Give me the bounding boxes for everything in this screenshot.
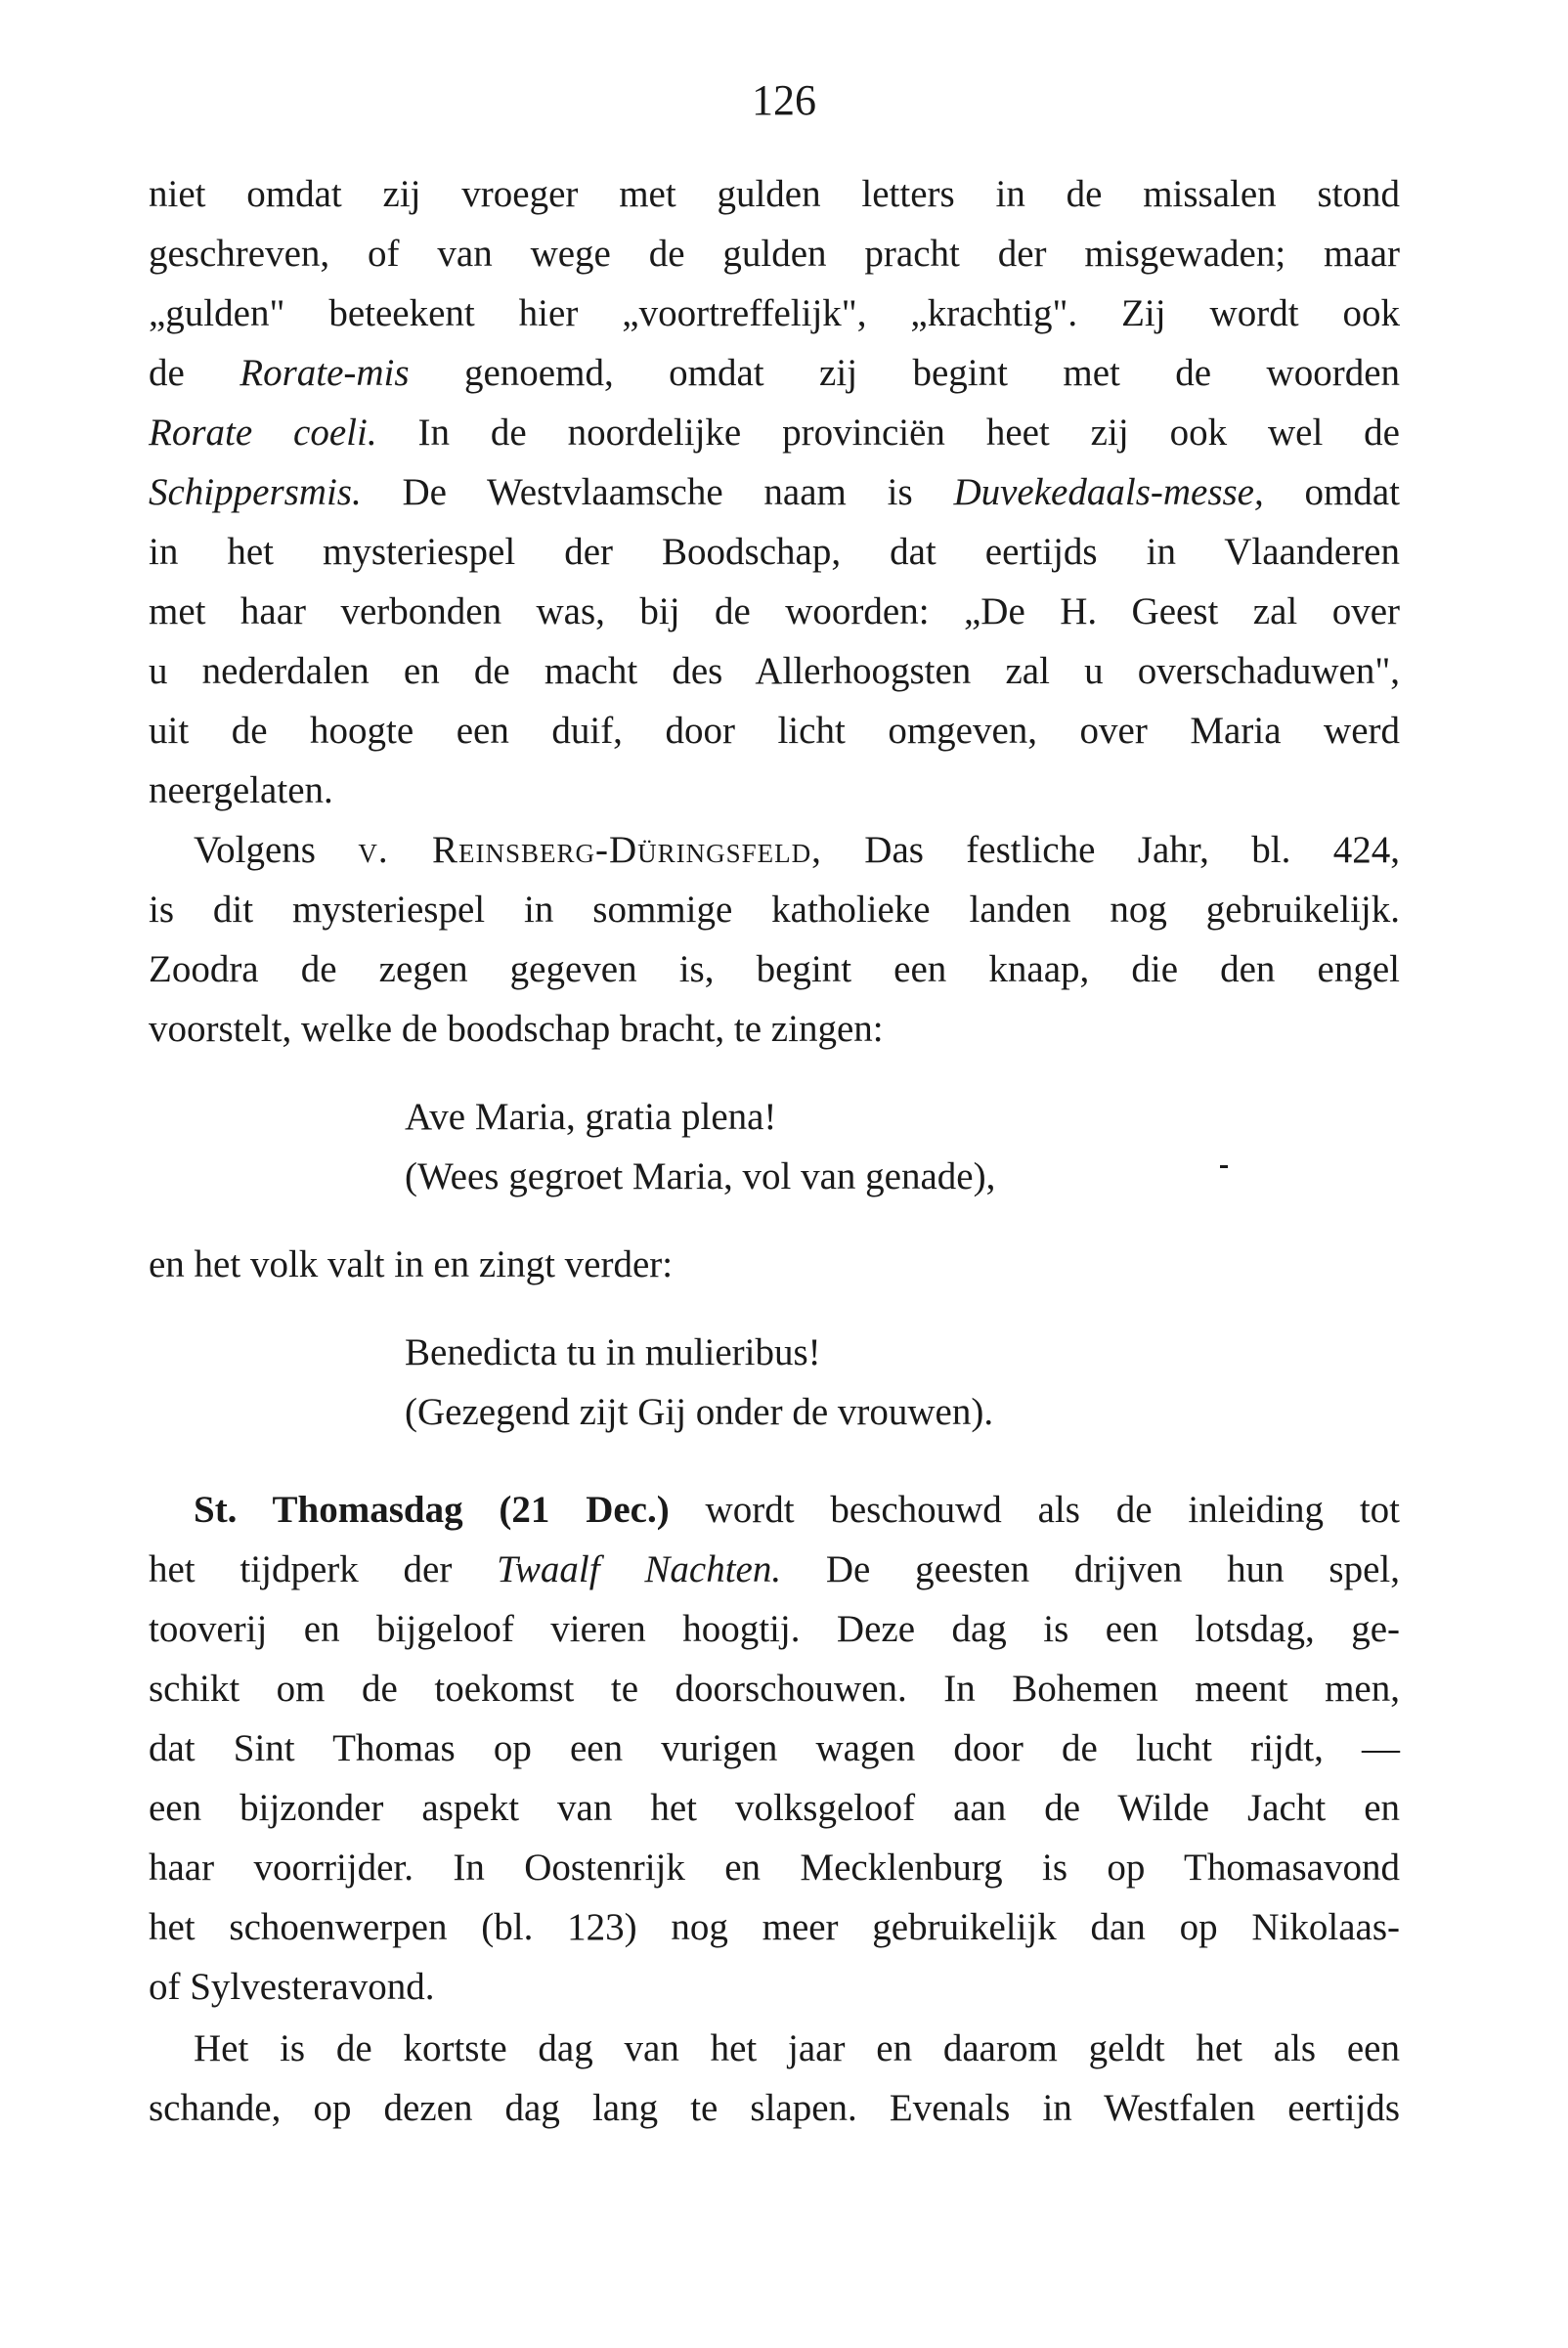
author-name: v. Reinsberg-Düringsfeld,: [358, 829, 822, 871]
italic-term: Twaalf Nachten.: [497, 1548, 782, 1590]
text-segment: het schoenwerpen (bl. 123) nog meer gebruikelijk dan op Nikolaas-: [149, 1906, 1400, 1948]
text-segment: „gulden" beteekent hier „voortreffelijk", „krachtig". Zij wordt ook: [149, 292, 1400, 334]
text-line: [149, 1957, 1400, 2018]
text-line: [149, 2078, 1400, 2139]
text-segment: Zoodra de zegen gegeven is, begint een knaap, die den engel: [149, 948, 1400, 990]
text-segment: en het volk valt in en zingt verder:: [149, 1243, 674, 1285]
text-line: [149, 522, 1400, 583]
text-segment: tooverij en bijgeloof vieren hoogtij. Deze dag is een lotsdag, ge-: [149, 1608, 1400, 1650]
text-line: [149, 939, 1400, 1000]
text-segment: De Westvlaamsche naam is: [361, 471, 954, 513]
italic-term: Rorate-mis: [240, 352, 410, 394]
text-line: [149, 999, 1400, 1060]
text-segment: Volgens: [194, 829, 359, 871]
text-segment: is dit mysteriespel in sommige katholieke landen nog gebruikelijk.: [149, 889, 1400, 931]
text-segment: In de noordelijke provinciën heet zij ook wel de: [376, 412, 1400, 454]
text-segment: omdat: [1263, 471, 1401, 513]
text-line: [149, 283, 1400, 344]
text-segment: in het mysteriespel der Boodschap, dat eertijds in Vlaanderen: [149, 531, 1400, 573]
text-line: [149, 582, 1400, 642]
text-segment: Das festliche Jahr, bl. 424,: [821, 829, 1400, 871]
text-line: [149, 1659, 1400, 1719]
text-segment: een bijzonder aspekt van het volksgeloof aan de Wilde Jacht en: [149, 1787, 1400, 1829]
text-segment: schikt om de toekomst te doorschouwen. In Bohemen meent men,: [149, 1668, 1400, 1710]
text-segment: schande, op dezen dag lang te slapen. Evenals in Westfalen eertijds: [149, 2087, 1400, 2129]
text-segment: de: [149, 352, 240, 394]
text-segment: geschreven, of van wege de gulden pracht der misgewaden; maar: [149, 233, 1400, 275]
text-segment: (Gezegend zijt Gij onder de vrouwen).: [405, 1391, 994, 1433]
text-line: [194, 1480, 1400, 1541]
verse-line: [405, 1087, 1285, 1148]
text-line: [149, 164, 1400, 225]
text-segment: genoemd, omdat zij begint met de woorden: [409, 352, 1400, 394]
text-line: [149, 462, 1400, 523]
text-segment: De geesten drijven hun spel,: [781, 1548, 1400, 1590]
text-line: [194, 2019, 1400, 2079]
verse-line: [405, 1147, 1285, 1207]
verse-line: [405, 1323, 1285, 1383]
text-line: [149, 343, 1400, 404]
text-segment: u nederdalen en de macht des Allerhoogsten zal u overschaduwen",: [149, 650, 1400, 692]
text-line: [149, 224, 1400, 284]
text-segment: Het is de kortste dag van het jaar en daarom geldt het als een: [194, 2027, 1400, 2069]
text-line: [149, 1778, 1400, 1839]
text-segment: haar voorrijder. In Oostenrijk en Mecklenburg is op Thomasavond: [149, 1847, 1400, 1889]
text-segment: of Sylvesteravond.: [149, 1966, 435, 2008]
text-line: [149, 880, 1400, 940]
text-segment: het tijdperk der: [149, 1548, 498, 1590]
italic-term: Schippersmis.: [149, 471, 362, 513]
text-line: [149, 641, 1400, 702]
text-line: [149, 403, 1400, 463]
page-number: 126: [752, 76, 816, 124]
text-line: [149, 1718, 1400, 1779]
text-segment: wordt beschouwd als de inleiding tot: [669, 1489, 1401, 1531]
text-line: [194, 820, 1400, 881]
text-line: [149, 1897, 1400, 1958]
text-line: [149, 701, 1400, 761]
italic-term: Duvekedaals-messe,: [953, 471, 1264, 513]
text-segment: Benedicta tu in mulieribus!: [405, 1331, 821, 1373]
text-line: [149, 1540, 1400, 1600]
text-line: [149, 1599, 1400, 1660]
text-segment: (Wees gegroet Maria, vol van genade),: [405, 1155, 996, 1197]
text-segment: uit de hoogte een duif, door licht omgeven, over Maria werd: [149, 710, 1400, 752]
text-line: [149, 761, 1400, 821]
italic-term: Rorate coeli.: [149, 412, 377, 454]
text-line: [149, 1838, 1400, 1898]
text-line: [149, 1235, 1400, 1295]
verse-line: [405, 1382, 1285, 1443]
text-segment: dat Sint Thomas op een vurigen wagen door de lucht rijdt, —: [149, 1727, 1400, 1769]
section-heading: St. Thomasdag (21 Dec.): [194, 1489, 670, 1531]
text-segment: met haar verbonden was, bij de woorden: „De H. Geest zal over: [149, 590, 1400, 632]
text-segment: Ave Maria, gratia plena!: [405, 1096, 777, 1138]
stray-mark: [1220, 1165, 1228, 1168]
text-segment: voorstelt, welke de boodschap bracht, te zingen:: [149, 1008, 884, 1050]
text-segment: niet omdat zij vroeger met gulden letters in de missalen stond: [149, 173, 1400, 215]
text-segment: neergelaten.: [149, 769, 333, 811]
